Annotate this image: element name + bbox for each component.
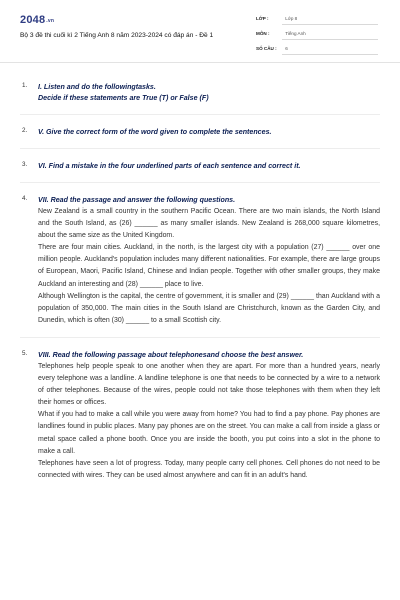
question-list xyxy=(20,82,380,482)
divider xyxy=(20,337,380,338)
divider xyxy=(20,114,380,115)
document-title: Bộ 3 đề thi cuối kì 2 Tiếng Anh 8 năm 2023-2024 có đáp án - Đề 1 xyxy=(20,32,214,39)
meta-class-label: LỚP : xyxy=(256,16,269,21)
question-number: 1. xyxy=(22,82,28,89)
meta-class xyxy=(256,16,297,21)
meta-class-value: Lớp 8 xyxy=(285,16,298,21)
site-logo[interactable] xyxy=(20,14,54,26)
question-instruction: VI. Find a mistake in the four underlined parts of each sentence and correct it. xyxy=(38,162,301,170)
question-2 xyxy=(20,127,380,138)
meta-count xyxy=(256,46,288,51)
passage-paragraph: New Zealand is a small country in the southern Pacific Ocean. There are two main islands, the North Island and the South Island, as (26) ______ as many smaller islands. New Zealand is 268,000 square kilometres, about the same size as the United Kingdom. xyxy=(38,208,380,240)
question-number: 2. xyxy=(22,127,28,134)
divider xyxy=(282,24,378,25)
logo-text: 2048 xyxy=(20,14,46,26)
meta-subject-label: MÔN : xyxy=(256,31,270,36)
question-instruction: Decide if these statements are True (T) or False (F) xyxy=(38,94,209,102)
question-4 xyxy=(20,195,380,327)
passage-paragraph: Although Wellington is the capital, the centre of government, it is smaller and (29) ______ than Auckland with a population of 350,000. The main cities in the South Island are Christchurch, known as the Garden City, and Dunedin, which is often (30) ______ to a small Scottish city. xyxy=(38,292,380,324)
question-3 xyxy=(20,161,380,172)
logo-suffix: .vn xyxy=(46,18,55,24)
passage-paragraph: There are four main cities. Auckland, in the north, is the largest city with a population (27) ______ over one million people. Auckland's population includes many different nationalities. For example, there are large groups of European, Maori, Pacific Island, Chinese and Indian people. Together with other smaller groups, they make Auckland an interesting and (28) ______ place to live. xyxy=(38,244,380,288)
meta-count-label: SỐ CÂU : xyxy=(256,46,277,51)
passage-paragraph: Telephones have seen a lot of progress. Today, many people carry cell phones. Cell phones do not need to be connected with wires. They can be used almost anywhere and can fit in an adult's hand. xyxy=(38,459,380,479)
question-number: 3. xyxy=(22,161,28,168)
divider xyxy=(282,39,378,40)
divider xyxy=(20,148,380,149)
divider xyxy=(20,182,380,183)
page-header xyxy=(0,0,400,63)
question-instruction: V. Give the correct form of the word given to complete the sentences. xyxy=(38,128,272,136)
question-instruction: I. Listen and do the followingtasks. xyxy=(38,83,156,91)
question-1 xyxy=(20,82,380,104)
meta-subject xyxy=(256,31,306,36)
question-number: 5. xyxy=(22,349,28,357)
passage-paragraph: What if you had to make a call while you were away from home? You had to find a pay phone. Pay phones are landlines found in public places. Many pay phones are on the street. You can make a call from inside a glass or metal space called a phone booth. Once you are inside the booth, you put coins into a slot in the phone to make a call. xyxy=(38,411,380,455)
question-instruction: VII. Read the passage and answer the following questions. xyxy=(38,196,236,204)
meta-subject-value: Tiếng Anh xyxy=(285,31,306,36)
question-instruction: VIII. Read the following passage about telephonesand choose the best answer. xyxy=(38,350,304,359)
meta-count-value: 6 xyxy=(285,46,288,51)
divider xyxy=(282,54,378,55)
question-number: 4. xyxy=(22,195,28,202)
passage-paragraph: Telephones help people speak to one another when they are apart. For more than a hundred years, nearly every telephone was a landline. A landline telephone is one that needs to be connected by a wire to a network of other telephones. Because of the wires, people could not take those telephones with them when they left their homes or offices. xyxy=(38,362,380,407)
question-5 xyxy=(20,350,380,482)
